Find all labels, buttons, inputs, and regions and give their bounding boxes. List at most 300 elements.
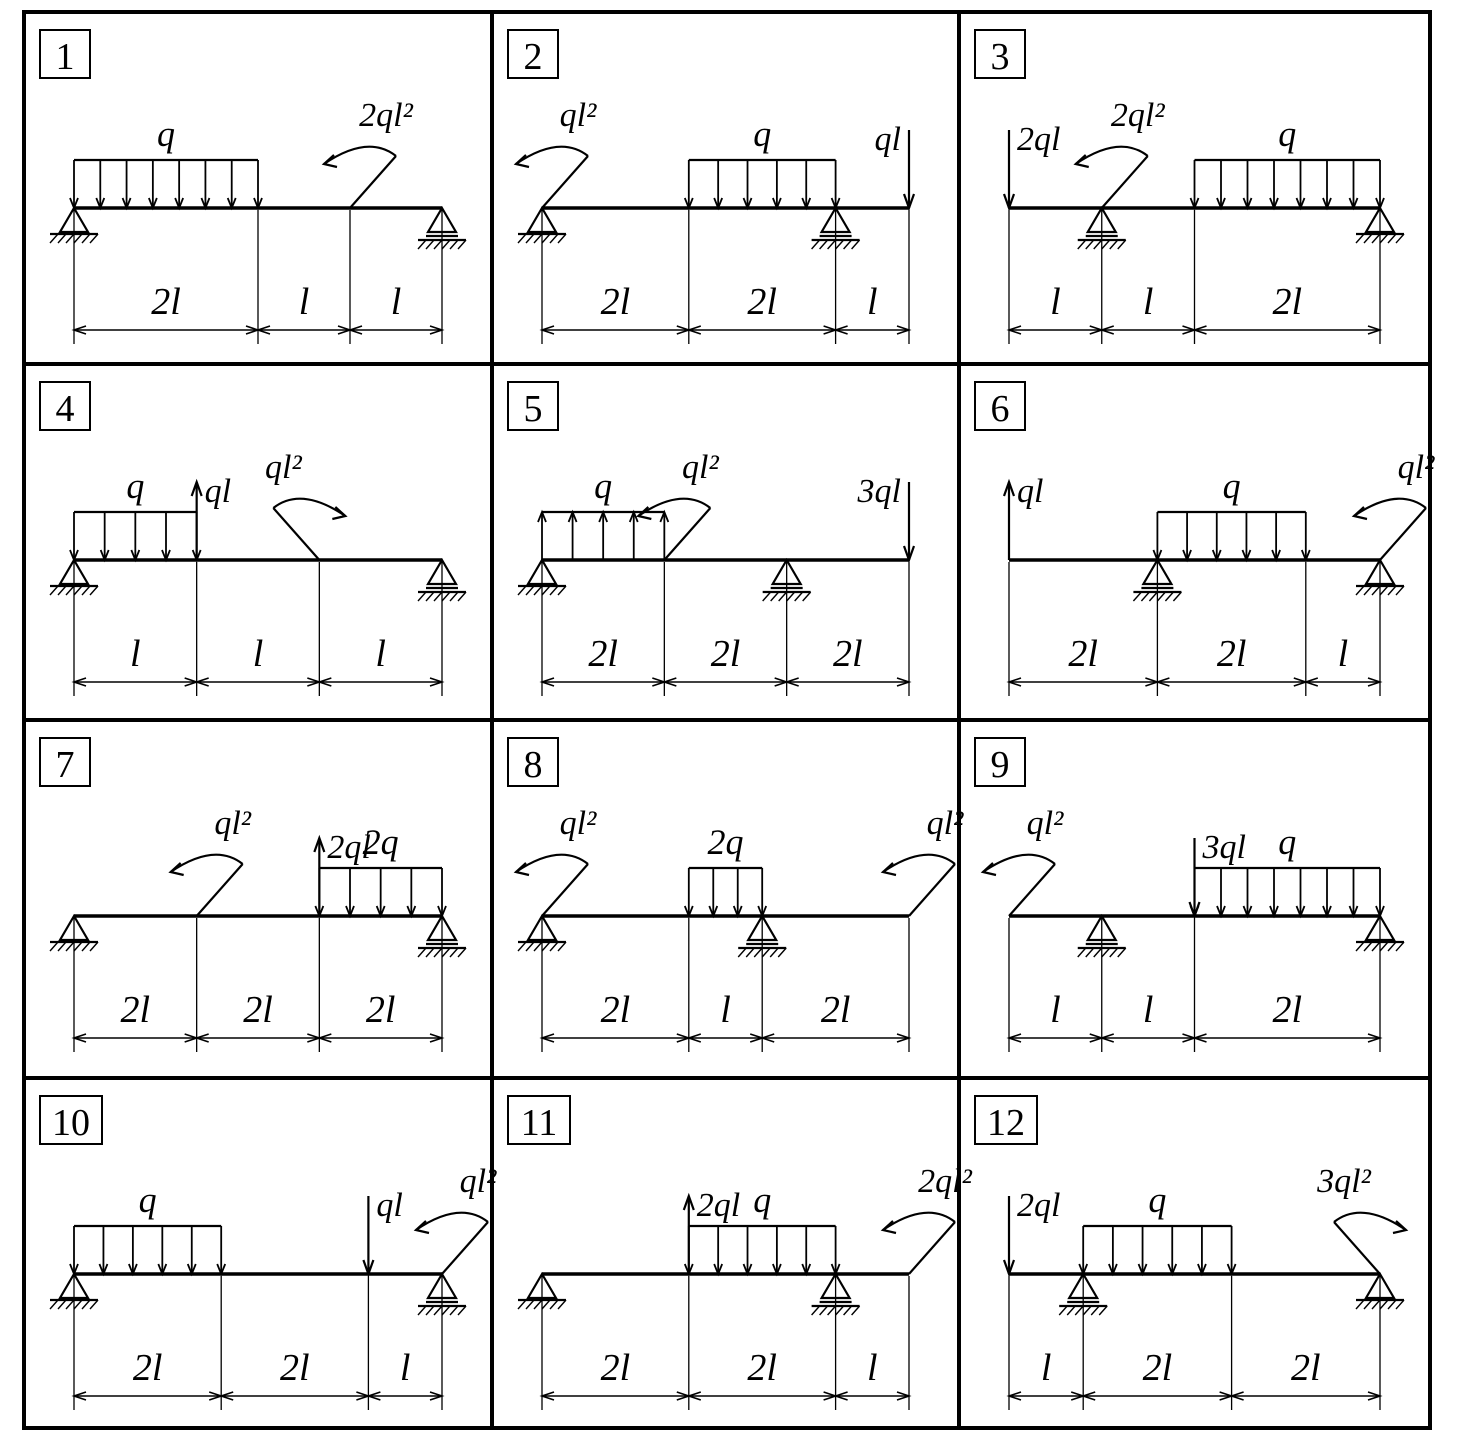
ground-hatch [74, 234, 82, 243]
ground-hatch [418, 240, 426, 249]
ground-hatch [1372, 234, 1380, 243]
ground-hatch [434, 948, 442, 957]
ground-hatch [450, 592, 458, 601]
dimension-label: l [1142, 989, 1154, 1031]
ground-hatch [1118, 240, 1126, 249]
moment-lever [1334, 1222, 1380, 1274]
ground-hatch [74, 942, 82, 951]
ground-hatch [1075, 1306, 1083, 1315]
moment-load [171, 805, 252, 916]
ground-hatch [534, 1300, 542, 1309]
panel-number: 2 [523, 36, 543, 78]
moment-lever [273, 508, 319, 560]
load-label: 2q [362, 822, 399, 862]
load-label: 2q [707, 822, 744, 862]
moment-label: 2ql² [1110, 97, 1165, 134]
distributed-load [538, 466, 668, 560]
ground-hatch [1091, 1306, 1099, 1315]
beam-panel-12 [975, 1096, 1406, 1410]
panel-number-box [40, 382, 90, 430]
ground-hatch [1396, 1300, 1404, 1309]
force-label: ql [204, 473, 232, 510]
ground-hatch [66, 586, 74, 595]
point-force [314, 829, 370, 916]
dimension-label: l [390, 281, 402, 323]
ground-hatch [1380, 1300, 1388, 1309]
ground-hatch [1110, 240, 1118, 249]
ground-hatch [74, 1300, 82, 1309]
ground-hatch [820, 240, 828, 249]
ground-hatch [771, 592, 779, 601]
panel-number: 10 [52, 1102, 90, 1144]
point-force [1004, 121, 1060, 208]
panel-number-box [40, 738, 90, 786]
ground-hatch [1083, 1306, 1091, 1315]
ground-hatch [828, 1306, 836, 1315]
ground-hatch [526, 1300, 534, 1309]
ground-hatch [795, 592, 803, 601]
ground-hatch [450, 240, 458, 249]
point-force [857, 473, 914, 560]
panel-number-box [975, 1096, 1037, 1144]
beam-panel-4 [40, 382, 466, 696]
beam-panel-2 [508, 30, 914, 344]
dimension-label: 2l [600, 281, 631, 323]
dimension-label: 2l [1142, 1347, 1173, 1389]
moment-load [638, 449, 719, 560]
ground-hatch [778, 948, 786, 957]
panel-number-box [508, 30, 558, 78]
dimension-label: 2l [588, 633, 618, 675]
load-label: q [753, 114, 772, 154]
panel-number: 9 [990, 744, 1010, 786]
ground-hatch [812, 240, 820, 249]
moment-arc [1334, 1213, 1406, 1230]
dimension-label: l [867, 281, 878, 323]
force-label: ql [376, 1187, 403, 1224]
dimension-label: l [1142, 281, 1154, 323]
moment-label: ql² [559, 97, 597, 134]
dimension-lines [1009, 1276, 1380, 1410]
dimension-lines [1009, 918, 1380, 1052]
force-label: 2ql [696, 1187, 741, 1224]
ground-hatch [1110, 948, 1118, 957]
moment-lever [1009, 864, 1055, 916]
load-label: q [1278, 822, 1297, 862]
panel-number: 12 [987, 1102, 1025, 1144]
ground-hatch [542, 586, 550, 595]
moment-arc [1354, 499, 1426, 516]
ground-hatch [1364, 234, 1372, 243]
dimension-label: l [298, 281, 310, 323]
force-label: ql [1017, 473, 1044, 510]
point-force [684, 1187, 740, 1274]
dimension-lines [542, 918, 909, 1052]
ground-hatch [1102, 948, 1110, 957]
panel-number: 7 [55, 744, 75, 786]
moment-arc [883, 1213, 955, 1230]
ground-hatch [442, 592, 450, 601]
moment-load [1354, 449, 1435, 560]
dimension-label: l [375, 633, 386, 675]
ground-hatch [458, 592, 466, 601]
ground-hatch [1372, 1300, 1380, 1309]
dimension-lines [74, 562, 442, 696]
moment-label: ql² [1397, 449, 1435, 486]
dimension-lines [1009, 210, 1380, 344]
moment-lever [542, 156, 588, 208]
dimension-lines [74, 918, 442, 1052]
moment-lever [1102, 156, 1148, 208]
panel-number: 1 [55, 36, 75, 78]
ground-hatch [1364, 1300, 1372, 1309]
ground-hatch [66, 1300, 74, 1309]
point-force [1004, 1187, 1060, 1274]
ground-hatch [526, 942, 534, 951]
ground-hatch [1078, 240, 1086, 249]
dimension-label: 2l [243, 989, 273, 1031]
dimension-label: 2l [747, 1347, 777, 1389]
ground-hatch [50, 942, 58, 951]
ground-hatch [550, 942, 558, 951]
ground-hatch [518, 586, 526, 595]
ground-hatch [534, 234, 542, 243]
moment-label: ql² [459, 1163, 497, 1200]
ground-hatch [1380, 586, 1388, 595]
moment-load [324, 97, 414, 208]
ground-hatch [1086, 948, 1094, 957]
dimension-label: l [130, 633, 141, 675]
panel-number: 5 [523, 388, 543, 430]
ground-hatch [1356, 234, 1364, 243]
ground-hatch [828, 240, 836, 249]
moment-arc [416, 1213, 488, 1230]
ground-hatch [1149, 592, 1157, 601]
dimension-label: 2l [710, 633, 741, 675]
ground-hatch [836, 1306, 844, 1315]
moment-load [516, 97, 597, 208]
ground-hatch [526, 586, 534, 595]
dimension-label: 2l [820, 989, 851, 1031]
ground-hatch [1133, 592, 1141, 601]
moment-arc [516, 147, 588, 164]
ground-hatch [754, 948, 762, 957]
ground-hatch [90, 586, 98, 595]
ground-hatch [418, 948, 426, 957]
beam-panel-1 [40, 30, 466, 344]
dimension-label: l [1050, 281, 1061, 323]
ground-hatch [518, 1300, 526, 1309]
ground-hatch [458, 948, 466, 957]
dimension-label: 2l [132, 1347, 163, 1389]
dimension-lines [542, 1276, 909, 1410]
moment-lever [350, 156, 396, 208]
ground-hatch [1372, 586, 1380, 595]
ground-hatch [779, 592, 787, 601]
ground-hatch [518, 942, 526, 951]
ground-hatch [58, 234, 66, 243]
dimension-lines [1009, 562, 1380, 696]
ground-hatch [1396, 942, 1404, 951]
ground-hatch [442, 1306, 450, 1315]
point-force [1190, 829, 1246, 916]
panel-number-box [975, 382, 1025, 430]
ground-hatch [434, 1306, 442, 1315]
beam-panel-10 [40, 1096, 497, 1410]
force-label: ql [874, 121, 901, 158]
moment-label: ql² [214, 805, 251, 842]
distributed-load [70, 114, 262, 208]
ground-hatch [58, 1300, 66, 1309]
ground-hatch [450, 948, 458, 957]
ground-hatch [558, 234, 566, 243]
load-label: q [594, 466, 613, 506]
ground-hatch [50, 1300, 58, 1309]
moment-lever [1380, 508, 1426, 560]
panel-number: 11 [520, 1102, 558, 1144]
panel-number-box [508, 1096, 570, 1144]
ground-hatch [787, 592, 795, 601]
ground-hatch [90, 1300, 98, 1309]
load-label: q [138, 1180, 157, 1220]
ground-hatch [1356, 1300, 1364, 1309]
dimension-lines [542, 562, 909, 696]
panel-number-box [508, 738, 558, 786]
moment-lever [664, 508, 710, 560]
ground-hatch [1094, 948, 1102, 957]
distributed-load [70, 1180, 225, 1274]
distributed-load [1153, 466, 1309, 560]
ground-hatch [1141, 592, 1149, 601]
distributed-load [1079, 1180, 1235, 1274]
beam-panel-9 [975, 738, 1404, 1052]
point-force [875, 121, 914, 208]
panel-number: 8 [523, 744, 543, 786]
ground-hatch [1388, 234, 1396, 243]
force-label: 2ql [1017, 1187, 1061, 1224]
panel-number-box [975, 738, 1025, 786]
ground-hatch [763, 592, 771, 601]
beam-panel-6 [975, 382, 1435, 696]
ground-hatch [1380, 234, 1388, 243]
ground-hatch [1388, 942, 1396, 951]
ground-hatch [434, 240, 442, 249]
ground-hatch [434, 592, 442, 601]
ground-hatch [442, 240, 450, 249]
moment-lever [197, 864, 243, 916]
moment-lever [909, 864, 955, 916]
ground-hatch [1165, 592, 1173, 601]
ground-hatch [558, 586, 566, 595]
ground-hatch [550, 234, 558, 243]
panel-number-box [40, 1096, 102, 1144]
moment-label: ql² [682, 449, 719, 486]
moment-arc [273, 499, 345, 516]
load-label: q [1148, 1180, 1167, 1220]
ground-hatch [1396, 234, 1404, 243]
ground-hatch [762, 948, 770, 957]
ground-hatch [450, 1306, 458, 1315]
dimension-label: 2l [365, 989, 396, 1031]
panel-number: 3 [990, 36, 1010, 78]
ground-hatch [90, 942, 98, 951]
ground-hatch [1396, 586, 1404, 595]
dimension-label: 2l [600, 989, 631, 1031]
moment-arc [1076, 147, 1148, 164]
dimension-label: 2l [1272, 281, 1303, 323]
beam-panel-7 [40, 738, 466, 1052]
ground-hatch [58, 586, 66, 595]
moment-label: 2ql² [918, 1163, 972, 1200]
force-label: 3ql [857, 473, 901, 510]
ground-hatch [518, 234, 526, 243]
ground-hatch [82, 586, 90, 595]
ground-hatch [852, 1306, 860, 1315]
ground-hatch [746, 948, 754, 957]
dimension-label: 2l [747, 281, 777, 323]
force-label: 2ql [1017, 121, 1061, 158]
dimension-lines [542, 210, 909, 344]
dimension-label: l [720, 989, 731, 1031]
moment-lever [542, 864, 588, 916]
ground-hatch [58, 942, 66, 951]
ground-hatch [812, 1306, 820, 1315]
ground-hatch [550, 586, 558, 595]
ground-hatch [426, 1306, 434, 1315]
ground-hatch [1118, 948, 1126, 957]
dimension-label: 2l [280, 1347, 310, 1389]
ground-hatch [50, 586, 58, 595]
point-force [192, 473, 231, 560]
ground-hatch [1388, 1300, 1396, 1309]
ground-hatch [458, 1306, 466, 1315]
ground-hatch [1388, 586, 1396, 595]
ground-hatch [1157, 592, 1165, 601]
ground-hatch [1102, 240, 1110, 249]
ground-hatch [803, 592, 811, 601]
moment-label: 3ql² [1317, 1163, 1371, 1200]
ground-hatch [558, 1300, 566, 1309]
ground-hatch [90, 234, 98, 243]
dimension-label: 2l [1216, 633, 1247, 675]
moment-arc [516, 855, 588, 872]
moment-arc [883, 855, 955, 872]
ground-hatch [418, 592, 426, 601]
ground-hatch [1078, 948, 1086, 957]
force-label: 3ql [1202, 829, 1246, 866]
load-label: q [1222, 466, 1241, 506]
dimension-label: l [867, 1347, 878, 1389]
ground-hatch [820, 1306, 828, 1315]
moment-label: ql² [1026, 805, 1064, 842]
ground-hatch [74, 586, 82, 595]
ground-hatch [1364, 942, 1372, 951]
panel-number-box [40, 30, 90, 78]
beam-panel-11 [508, 1096, 973, 1410]
ground-hatch [1173, 592, 1181, 601]
ground-hatch [66, 234, 74, 243]
ground-hatch [542, 234, 550, 243]
point-force [1004, 473, 1043, 560]
ground-hatch [1380, 942, 1388, 951]
moment-load [983, 805, 1064, 916]
ground-hatch [82, 234, 90, 243]
ground-hatch [50, 234, 58, 243]
load-label: q [157, 114, 175, 154]
moment-arc [171, 855, 243, 872]
dimension-label: l [1040, 1347, 1052, 1389]
ground-hatch [542, 942, 550, 951]
moment-label: 2ql² [359, 97, 413, 134]
moment-load [265, 449, 345, 560]
load-label: q [126, 466, 145, 506]
ground-hatch [844, 1306, 852, 1315]
panel-number-box [508, 382, 558, 430]
dimension-label: 2l [833, 633, 863, 675]
distributed-load [685, 822, 766, 916]
dimension-label: l [1050, 989, 1061, 1031]
moment-arc [324, 147, 396, 164]
moment-label: ql² [926, 805, 964, 842]
moment-load [416, 1163, 497, 1274]
distributed-load [685, 114, 840, 208]
panel-number: 6 [990, 388, 1010, 430]
dimension-label: l [399, 1347, 411, 1389]
ground-hatch [82, 1300, 90, 1309]
ground-hatch [526, 234, 534, 243]
distributed-load [1191, 114, 1385, 208]
ground-hatch [542, 1300, 550, 1309]
ground-hatch [1356, 586, 1364, 595]
dimension-lines [74, 1276, 442, 1410]
panel-number: 4 [55, 388, 75, 430]
ground-hatch [1067, 1306, 1075, 1315]
ground-hatch [458, 240, 466, 249]
dimension-label: 2l [1068, 633, 1098, 675]
ground-hatch [1094, 240, 1102, 249]
panel-number-box [975, 30, 1025, 78]
moment-load [883, 805, 964, 916]
ground-hatch [770, 948, 778, 957]
load-label: q [1278, 114, 1297, 154]
ground-hatch [1099, 1306, 1107, 1315]
point-force [363, 1187, 402, 1274]
beam-panel-5 [508, 382, 914, 696]
ground-hatch [1372, 942, 1380, 951]
ground-hatch [426, 948, 434, 957]
moment-arc [638, 499, 710, 516]
moment-load [1316, 1163, 1406, 1274]
dimension-label: l [1337, 633, 1349, 675]
ground-hatch [418, 1306, 426, 1315]
ground-hatch [426, 240, 434, 249]
moment-label: ql² [265, 449, 302, 486]
ground-hatch [82, 942, 90, 951]
dimension-label: 2l [1291, 1347, 1321, 1389]
moment-lever [442, 1222, 488, 1274]
beam-panel-8 [508, 738, 964, 1052]
ground-hatch [836, 240, 844, 249]
dimension-label: 2l [1272, 989, 1303, 1031]
ground-hatch [558, 942, 566, 951]
ground-hatch [1059, 1306, 1067, 1315]
dimension-label: 2l [600, 1347, 631, 1389]
ground-hatch [66, 942, 74, 951]
dimension-label: 2l [120, 989, 151, 1031]
moment-arc [983, 855, 1055, 872]
ground-hatch [550, 1300, 558, 1309]
ground-hatch [442, 948, 450, 957]
